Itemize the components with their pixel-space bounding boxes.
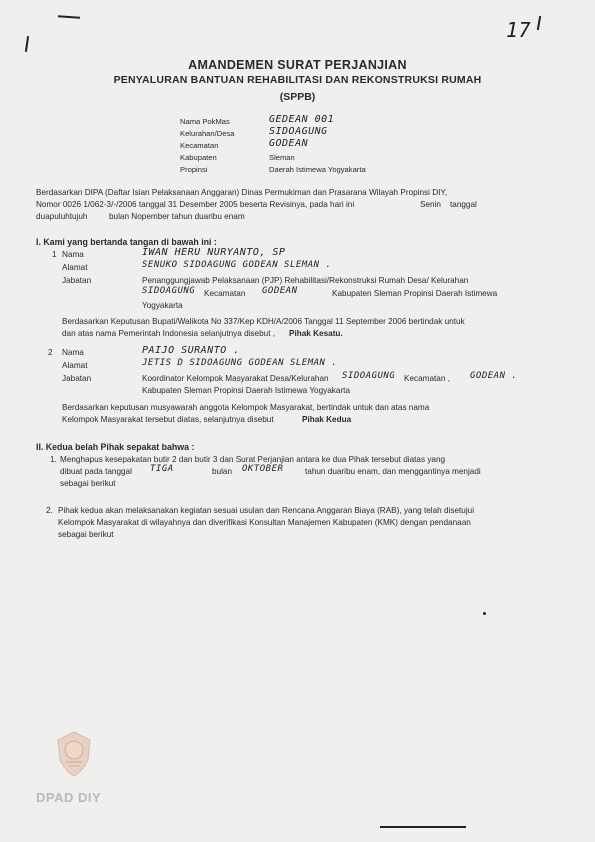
intro-date: duapuluhtujuh	[36, 212, 88, 221]
field-label: Kabupaten	[180, 153, 217, 162]
jabatan-desa: SIDOAGUNG	[342, 371, 396, 381]
field-label: Kecamatan	[180, 141, 219, 150]
intro-line: tanggal	[450, 200, 477, 209]
field-value: Daerah Istimewa Yogyakarta	[269, 165, 366, 174]
party-role: Pihak Kedua	[302, 415, 352, 424]
jabatan-kecamatan: GODEAN .	[470, 371, 518, 381]
party-number: 1	[52, 250, 57, 259]
field-value: SIDOAGUNG	[269, 126, 328, 137]
jabatan-desa: SIDOAGUNG	[142, 286, 196, 296]
jabatan-text: Kecamatan ,	[404, 374, 450, 383]
item-text: Kelompok Masyarakat di wilayahnya dan diverifikasi Konsultan Manajemen Kabupaten (KMK) dengan pendanaan	[58, 518, 471, 527]
item-bulan: OKTOBER	[242, 464, 284, 474]
watermark: DPAD DIY	[36, 790, 102, 805]
document-code: (SPPB)	[279, 91, 316, 103]
jabatan-label: Jabatan	[62, 276, 92, 285]
section-heading: I. Kami yang bertanda tangan di bawah ini :	[36, 237, 217, 247]
dpad-seal-icon	[54, 730, 94, 778]
party-number: 2	[48, 348, 53, 357]
intro-line: Berdasarkan DIPA (Daftar Isian Pelaksanaan Anggaran) Dinas Permukiman dan Prasarana Wilayah Propinsi DIY,	[36, 188, 448, 197]
item-tanggal: TIGA	[150, 464, 174, 474]
basis-text: Berdasarkan keputusan musyawarah anggota Kelompok Masyarakat, bertindak untuk dan atas nama	[62, 403, 430, 412]
item-text: Menghapus kesepakatan butir 2 dan butir 3 dan Surat Perjanjian antara ke dua Pihak tersebut diatas yang	[60, 455, 446, 464]
jabatan-kecamatan: GODEAN	[262, 286, 298, 296]
nama-value: PAIJO SURANTO .	[142, 345, 240, 356]
field-value: GEDEAN 001	[269, 114, 335, 125]
field-value: Sleman	[269, 153, 295, 162]
intro-day: Senin	[420, 200, 441, 209]
scan-mark	[25, 36, 29, 52]
jabatan-text: Kecamatan	[204, 289, 246, 298]
party-role: Pihak Kesatu.	[289, 329, 343, 338]
page-number: 17	[506, 18, 532, 42]
item-text: bulan	[212, 467, 233, 476]
jabatan-text: Penanggungjawab Pelaksanaan (PJP) Rehabilitasi/Rekonstruksi Rumah Desa/ Kelurahan	[142, 276, 469, 285]
item-text: dibuat pada tanggal	[60, 467, 132, 476]
item-number: 1.	[50, 455, 57, 464]
basis-text: Berdasarkan Keputusan Bupati/Walikota No 337/Kep KDH/A/2006 Tanggal 11 September 2006 bertindak untuk	[62, 317, 465, 326]
alamat-value: JETIS D SIDOAGUNG GODEAN SLEMAN .	[142, 358, 338, 368]
scan-dot	[483, 612, 486, 615]
item-text: sebagai berikut	[58, 530, 114, 539]
jabatan-text: Kabupaten Sleman Propinsi Daerah Istimewa Yogyakarta	[142, 386, 350, 395]
nama-label: Nama	[62, 348, 84, 357]
field-label: Nama PokMas	[180, 117, 230, 126]
item-number: 2.	[46, 506, 53, 515]
field-label: Kelurahan/Desa	[180, 129, 235, 138]
document-subtitle: PENYALURAN BANTUAN REHABILITASI DAN REKONSTRUKSI RUMAH	[113, 74, 482, 86]
jabatan-text: Koordinator Kelompok Masyarakat Desa/Kelurahan	[142, 374, 329, 383]
jabatan-text: Kabupaten Sleman Propinsi Daerah Istimewa	[332, 289, 498, 298]
jabatan-text: Yogyakarta	[142, 301, 183, 310]
item-text: Pihak kedua akan melaksanakan kegiatan sesuai usulan dan Rencana Anggaran Biaya (RAB), yang telah disetujui	[58, 506, 475, 515]
document-title: AMANDEMEN SURAT PERJANJIAN	[188, 58, 407, 72]
section-heading: II. Kedua belah Pihak sepakat bahwa :	[36, 442, 195, 452]
alamat-label: Alamat	[62, 263, 88, 272]
scan-mark	[58, 15, 80, 19]
scan-mark	[537, 16, 541, 30]
item-text: sebagai berikut	[60, 479, 116, 488]
intro-line: bulan Nopember tahun duaribu enam	[109, 212, 245, 221]
nama-value: IWAN HERU NURYANTO, SP	[142, 247, 286, 258]
intro-line: Nomor 0026 1/062-3/-/2006 tanggal 31 Desember 2005 beserta Revisinya, pada hari ini	[36, 200, 355, 209]
field-label: Propinsi	[180, 165, 208, 174]
item-text: tahun duaribu enam, dan menggantinya menjadi	[305, 467, 481, 476]
scan-mark	[380, 826, 466, 828]
nama-label: Nama	[62, 250, 84, 259]
alamat-label: Alamat	[62, 361, 88, 370]
alamat-value: SENUKO SIDOAGUNG GODEAN SLEMAN .	[142, 260, 332, 270]
basis-text: dan atas nama Pemerintah Indonesia selanjutnya disebut ,	[62, 329, 276, 338]
field-value: GODEAN	[269, 138, 309, 149]
basis-text: Kelompok Masyarakat tersebut diatas, selanjutnya disebut	[62, 415, 274, 424]
jabatan-label: Jabatan	[62, 374, 92, 383]
